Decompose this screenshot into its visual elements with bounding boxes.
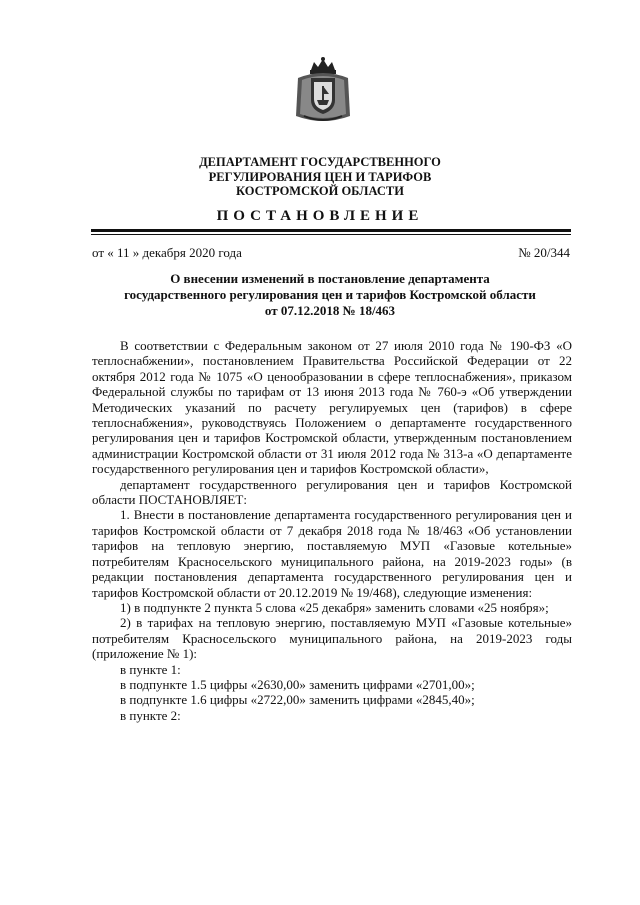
coat-of-arms-icon [294, 56, 352, 126]
item-1-paragraph: 1. Внести в постановление департамента государственного регулирования цен и тарифов Костромской области от 7 декабря 2018 года № 18/463 «Об установлении тарифов на тепловую энергию, поставляемую МУП «Газовые котельные» потребителям Красносельского муниципального района, на 2019-2023 годы» (в редакции постановления департамента государственного регулирования цен и тарифов Костромской области от 20.12.2019 № 19/468), следующие изменения: [92, 507, 572, 600]
subject-line: государственного регулирования цен и тарифов Костромской области [124, 287, 536, 302]
document-subject [70, 271, 590, 319]
document-body [92, 338, 572, 723]
document-date: от « 11 » декабря 2020 года [92, 245, 242, 260]
divider-thick [91, 229, 571, 232]
preamble-paragraph: В соответствии с Федеральным законом от 27 июля 2010 года № 190-ФЗ «О теплоснабжении», постановлением Правительства Российской Федерации от 22 октября 2012 года № 1075 «О ценообразовании в сфере теплоснабжения», приказом Федеральной службы по тарифам от 13 июня 2013 года № 760-э «Об утверждении Методических указаний по расчету регулируемых цен (тарифов) в сфере теплоснабжения», руководствуясь Положением о департаменте государственного регулирования цен и тарифов Костромской области, утвержденным постановлением администрации Костромской области от 31 июля 2012 года № 313-а «О департаменте государственного регулирования цен и тарифов Костромской области», [92, 338, 572, 477]
org-line: КОСТРОМСКОЙ ОБЛАСТИ [236, 184, 404, 198]
subject-line: от 07.12.2018 № 18/463 [264, 303, 396, 318]
list-line: в подпункте 1.6 цифры «2722,00» заменить цифрами «2845,40»; [120, 692, 475, 708]
org-line: РЕГУЛИРОВАНИЯ ЦЕН И ТАРИФОВ [208, 169, 432, 184]
decree-paragraph: департамент государственного регулирования цен и тарифов Костромской области ПОСТАНОВЛЯЕТ: [92, 476, 572, 508]
divider-thin [91, 234, 571, 235]
list-line: в подпункте 1.5 цифры «2630,00» заменить цифрами «2701,00»; [120, 676, 475, 692]
org-line: ДЕПАРТАМЕНТ ГОСУДАРСТВЕННОГО [199, 155, 441, 169]
subitem-1-paragraph: 1) в подпункте 2 пункта 5 слова «25 декабря» заменить словами «25 ноября»; [120, 599, 549, 615]
document-number: № 20/344 [518, 245, 570, 260]
organization-name [0, 155, 640, 199]
subject-line: О внесении изменений в постановление департамента [170, 271, 490, 286]
date-number-line [92, 245, 570, 261]
list-line: в пункте 1: [120, 661, 181, 677]
list-line: в пункте 2: [120, 707, 181, 723]
document-type: ПОСТАНОВЛЕНИЕ [216, 208, 424, 224]
subitem-2-paragraph: 2) в тарифах на тепловую энергию, поставляемую МУП «Газовые котельные» потребителям Красносельского муниципального района, на 2019-2023 годы (приложение № 1): [92, 615, 572, 662]
